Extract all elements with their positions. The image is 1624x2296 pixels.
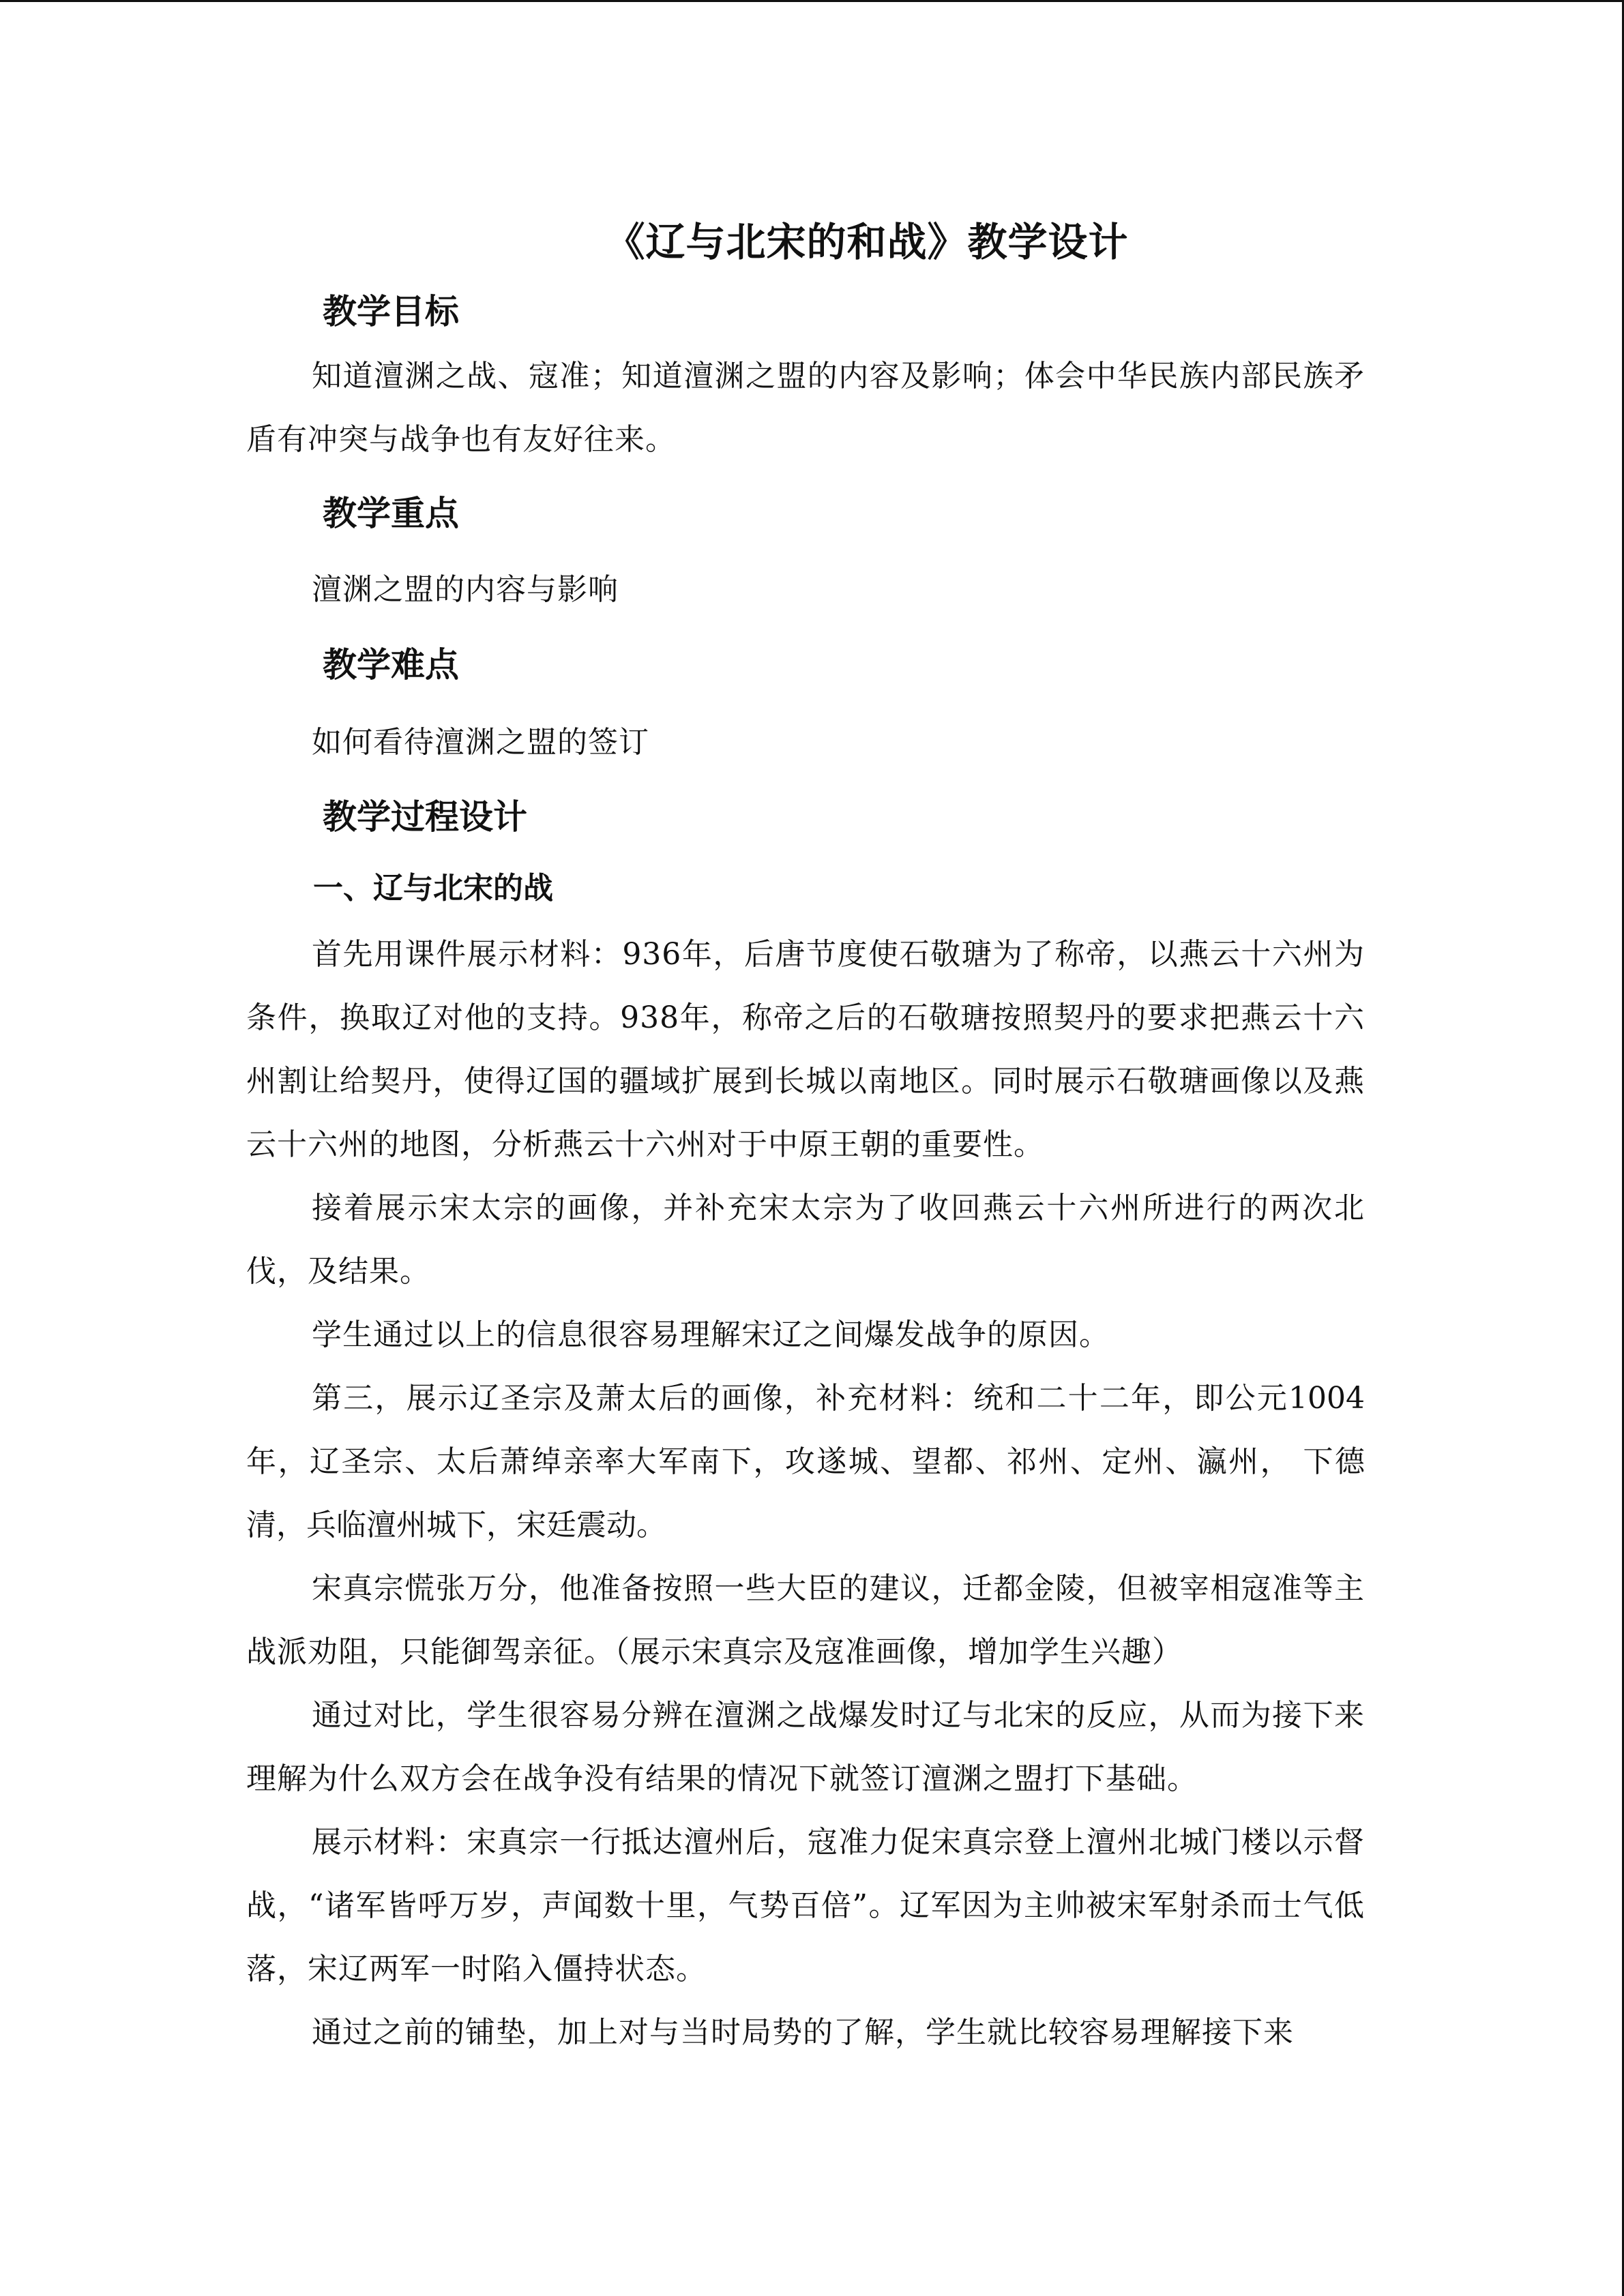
paragraph-process-8: 通过之前的铺垫，加上对与当时局势的了解，学生就比较容易理解接下来	[312, 2015, 1294, 2050]
paragraph-process-6: 通过对比，学生很容易分辨在澶渊之战爆发时辽与北宋的反应，从而为接下来理解为什么双方会在战争没有结果的情况下就签订澶渊之盟打下基础。	[246, 1698, 1365, 1796]
paragraph-process-3: 学生通过以上的信息很容易理解宋辽之间爆发战争的原因。	[312, 1317, 1110, 1352]
paragraph-process-2: 接着展示宋太宗的画像，并补充宋太宗为了收回燕云十六州所进行的两次北伐，及结果。	[246, 1191, 1365, 1289]
paragraph-process-7: 展示材料：宋真宗一行抵达澶州后，寇准力促宋真宗登上澶州北城门楼以示督战，“诸军皆呼万岁，声闻数十里，气势百倍”。辽军因为主帅被宋军射杀而士气低落，宋辽两军一时陷入僵持状态。	[246, 1825, 1365, 1986]
subheading-liao-song-war: 一、辽与北宋的战	[313, 871, 553, 906]
paragraph-difficulty: 如何看待澶渊之盟的签订	[312, 725, 649, 760]
heading-objectives: 教学目标	[323, 292, 459, 331]
paragraph-process-5: 宋真宗慌张万分，他准备按照一些大臣的建议，迁都金陵，但被宰相寇准等主战派劝阻，只能御驾亲征。（展示宋真宗及寇准画像，增加学生兴趣）	[246, 1571, 1365, 1669]
heading-difficulty: 教学难点	[323, 645, 459, 685]
paragraph-process-1: 首先用课件展示材料：936年，后唐节度使石敬瑭为了称帝，以燕云十六州为条件，换取辽对他的支持。938年，称帝之后的石敬瑭按照契丹的要求把燕云十六州割让给契丹，使得辽国的疆域扩展到长城以南地区。同时展示石敬瑭画像以及燕云十六州的地图，分析燕云十六州对于中原王朝的重要性。	[246, 937, 1365, 1162]
paragraph-objectives: 知道澶渊之战、寇准；知道澶渊之盟的内容及影响；体会中华民族内部民族矛盾有冲突与战争也有友好往来。	[246, 359, 1365, 457]
document-body	[246, 205, 1365, 2064]
document-title: 《辽与北宋的和战》教学设计	[605, 219, 1129, 265]
page-top-border	[0, 0, 1624, 2]
paragraph-key-points: 澶渊之盟的内容与影响	[312, 572, 619, 607]
heading-key-points: 教学重点	[323, 494, 459, 533]
heading-process: 教学过程设计	[323, 797, 527, 837]
paragraph-process-4: 第三，展示辽圣宗及萧太后的画像，补充材料：统和二十二年，即公元1004年，辽圣宗、太后萧绰亲率大军南下，攻遂城、望都、祁州、定州、瀛州， 下德清，兵临澶州城下，宋廷震动。	[246, 1381, 1365, 1542]
